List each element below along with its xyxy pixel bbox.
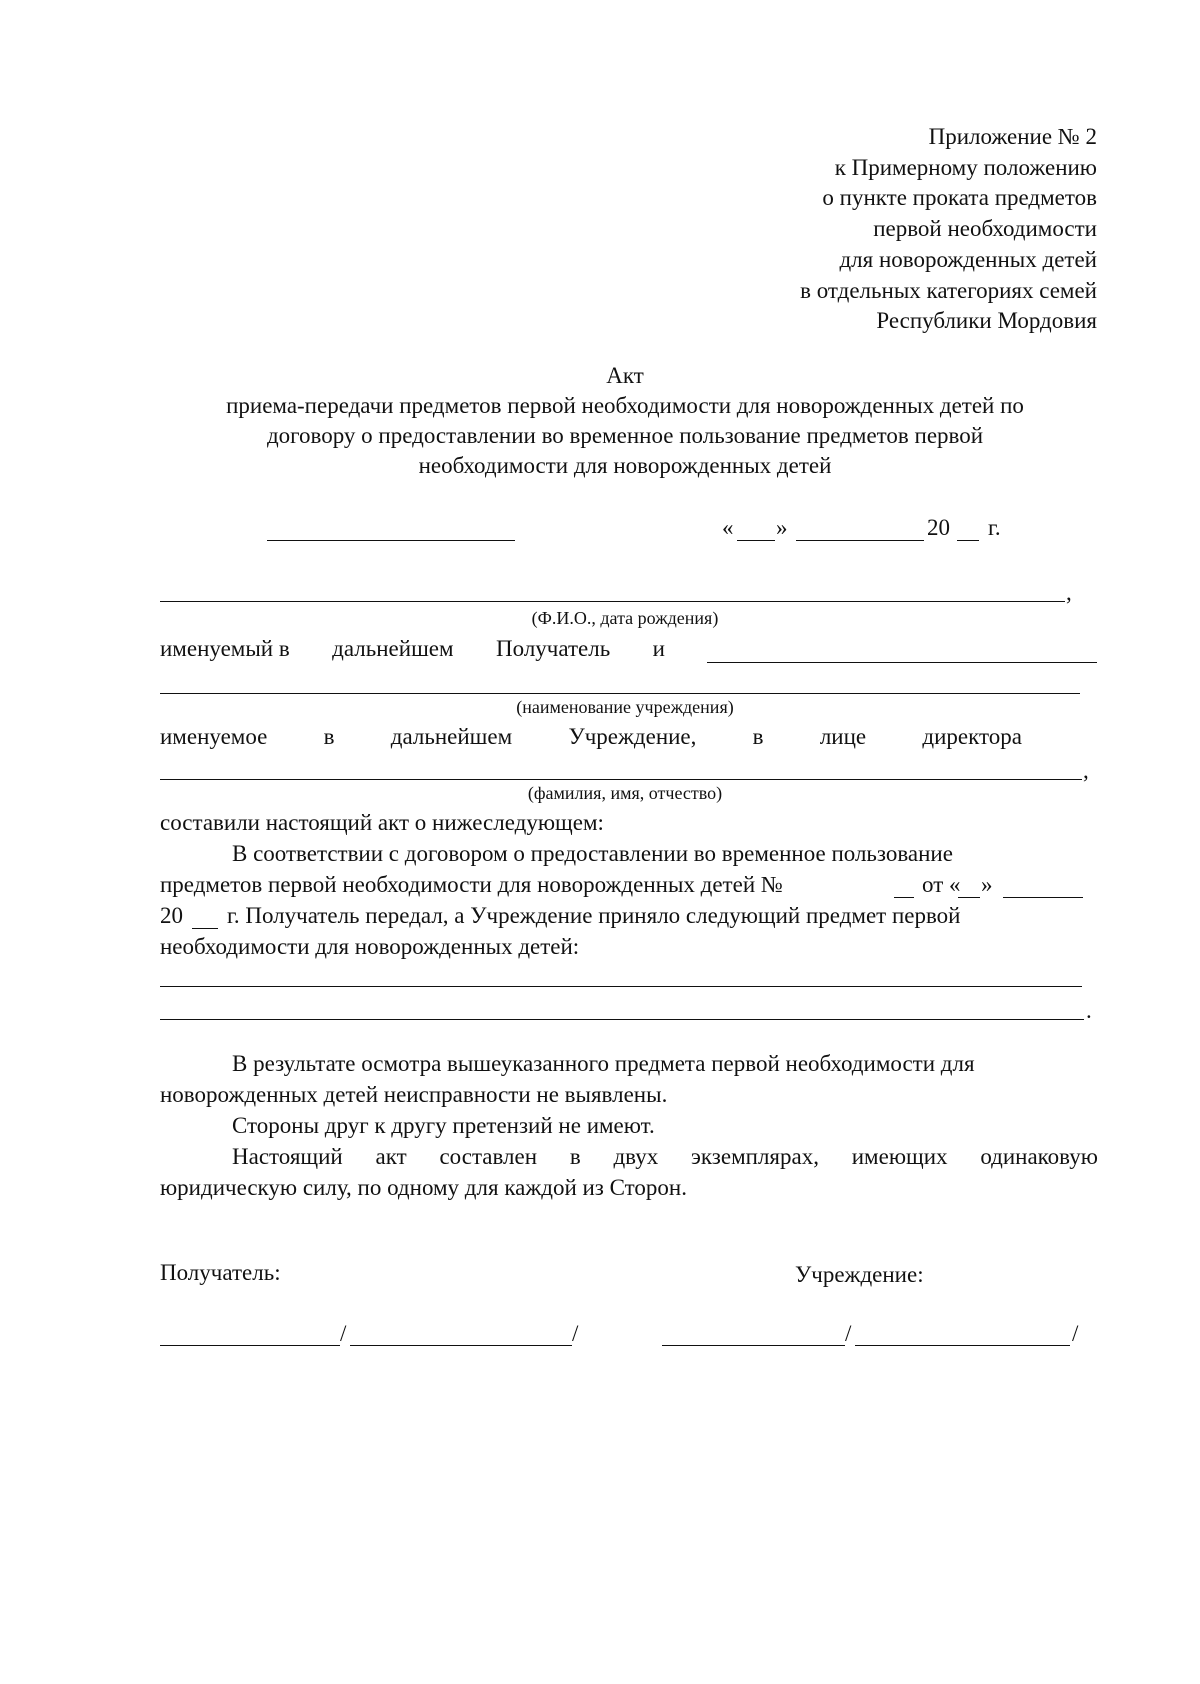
paragraph-text: » xyxy=(981,872,993,897)
word: дальнейшем xyxy=(390,724,513,749)
caption-name: (фамилия, имя, отчество) xyxy=(527,783,723,803)
header-line: Республики Мордовия xyxy=(876,308,1097,334)
recipient-fio-blank[interactable] xyxy=(160,601,1065,602)
slash: / xyxy=(845,1321,852,1346)
caption-fio: (Ф.И.О., дата рождения) xyxy=(531,608,719,628)
institution-name-blank-1[interactable] xyxy=(707,662,1097,663)
slash: / xyxy=(1072,1321,1079,1346)
paragraph-text: 20 xyxy=(160,903,183,928)
word: и xyxy=(652,636,665,661)
word: Учреждение, xyxy=(568,724,697,749)
year-suffix: г. xyxy=(988,515,1001,540)
header-line: в отдельных категориях семей xyxy=(800,277,1097,303)
paragraph-line: необходимости для новорожденных детей: xyxy=(160,934,580,959)
word: Получатель xyxy=(496,636,611,661)
word: именуемое xyxy=(160,724,268,749)
contract-year-blank[interactable] xyxy=(192,928,218,929)
item-blank-2[interactable] xyxy=(160,1019,1084,1020)
recipient-line xyxy=(160,636,665,662)
paragraph-line xyxy=(232,1144,1098,1170)
word: директора xyxy=(922,724,1022,749)
item-blank-1[interactable] xyxy=(160,986,1082,987)
header-line: к Примерному положению xyxy=(834,154,1097,180)
place-blank[interactable] xyxy=(267,540,515,541)
title-line: необходимости для новорожденных детей xyxy=(418,453,832,478)
word: имеющих xyxy=(851,1144,948,1169)
composed-text: составили настоящий акт о нижеследующем: xyxy=(160,810,604,835)
word: именуемый в xyxy=(160,636,290,661)
year-prefix: 20 xyxy=(927,515,950,540)
word: одинаковую xyxy=(980,1144,1098,1169)
word: акт xyxy=(375,1144,407,1169)
recipient-signature-blank[interactable] xyxy=(160,1345,340,1346)
slash: / xyxy=(572,1321,579,1346)
caption-institution: (наименование учреждения) xyxy=(516,697,734,717)
header-line: о пункте проката предметов xyxy=(822,185,1097,211)
word: дальнейшем xyxy=(332,636,454,661)
month-blank[interactable] xyxy=(796,540,924,541)
word: в xyxy=(752,724,764,749)
word: лице xyxy=(819,724,867,749)
date-quote-close: » xyxy=(776,515,788,540)
comma: , xyxy=(1083,758,1089,783)
document-heading: Акт xyxy=(606,363,644,388)
title-line: договору о предоставлении во временное пользование предметов первой xyxy=(266,423,984,448)
day-blank[interactable] xyxy=(737,540,775,541)
paragraph-line: предметов первой необходимости для новорожденных детей № xyxy=(160,872,783,897)
header-line: для новорожденных детей xyxy=(839,246,1097,272)
period: . xyxy=(1086,998,1092,1023)
institution-signature-blank[interactable] xyxy=(662,1345,845,1346)
year-blank[interactable] xyxy=(957,540,979,541)
contract-number-blank[interactable] xyxy=(894,897,914,898)
paragraph-line: Стороны друг к другу претензий не имеют. xyxy=(232,1113,655,1138)
director-name-blank[interactable] xyxy=(160,779,1082,780)
institution-label: Учреждение: xyxy=(795,1262,924,1287)
paragraph-line: г. Получатель передал, а Учреждение приняло следующий предмет первой xyxy=(227,903,961,928)
contract-month-blank[interactable] xyxy=(1003,897,1083,898)
institution-name-blank-2[interactable] xyxy=(160,693,1080,694)
paragraph-line: новорожденных детей неисправности не выявлены. xyxy=(160,1082,668,1107)
paragraph-line: юридическую силу, по одному для каждой из Сторон. xyxy=(160,1175,687,1200)
contract-day-blank[interactable] xyxy=(958,897,980,898)
word: в xyxy=(569,1144,581,1169)
institution-line xyxy=(160,724,1022,750)
header-line: первой необходимости xyxy=(873,216,1097,242)
header-line: Приложение № 2 xyxy=(928,124,1097,149)
word: экземплярах, xyxy=(691,1144,819,1169)
word: Настоящий xyxy=(232,1144,343,1169)
title-line: приема-передачи предметов первой необходимости для новорожденных детей по xyxy=(226,393,1024,418)
date-quote-open: « xyxy=(722,515,734,540)
paragraph-text: от « xyxy=(922,872,961,897)
word: составлен xyxy=(439,1144,538,1169)
appendix-header xyxy=(800,122,1097,337)
recipient-label: Получатель: xyxy=(160,1260,281,1285)
recipient-name-blank[interactable] xyxy=(350,1345,572,1346)
paragraph-line: В результате осмотра вышеуказанного предмета первой необходимости для xyxy=(232,1051,975,1076)
slash: / xyxy=(340,1321,347,1346)
comma: , xyxy=(1066,580,1072,605)
paragraph-line: В соответствии с договором о предоставлении во временное пользование xyxy=(232,841,953,866)
word: двух xyxy=(613,1144,659,1169)
institution-name-blank[interactable] xyxy=(855,1345,1070,1346)
word: в xyxy=(323,724,335,749)
